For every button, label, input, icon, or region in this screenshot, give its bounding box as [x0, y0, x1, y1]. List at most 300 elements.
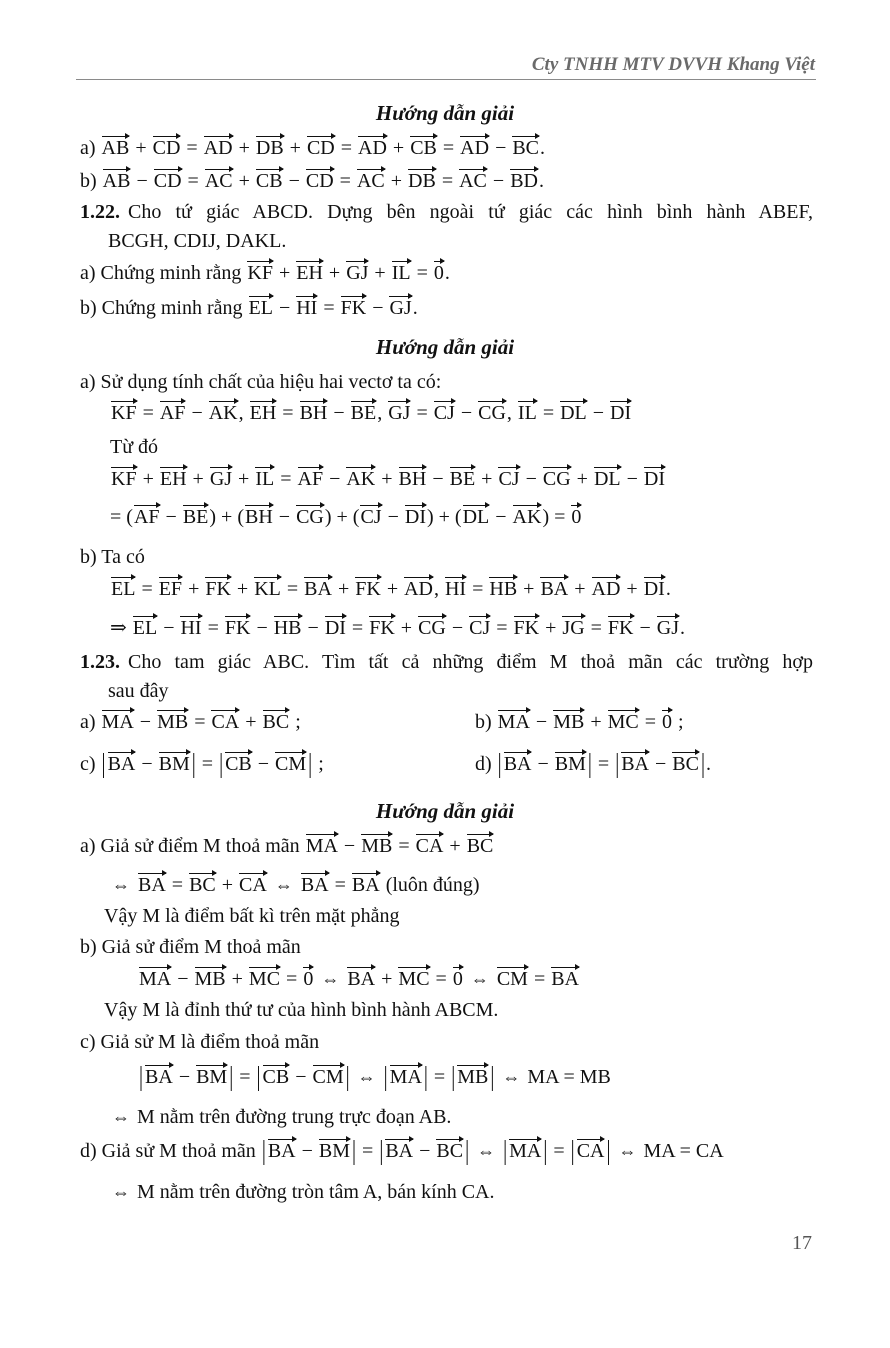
vector-MA: MA — [509, 1140, 542, 1162]
math-text: ) + ( — [324, 506, 360, 528]
vector-AF: AF — [159, 402, 186, 424]
math-text: + — [387, 137, 410, 159]
math-text — [470, 1140, 475, 1162]
math-text: = — [346, 617, 369, 639]
vector-MB: MB — [361, 835, 393, 857]
vector-CJ: CJ — [433, 402, 455, 424]
abs-bar: | — [543, 1136, 548, 1166]
vector-CJ: CJ — [469, 617, 491, 639]
solution-line — [80, 1138, 724, 1164]
vector-IL: IL — [391, 262, 411, 284]
math-text: b) — [475, 711, 497, 733]
math-text: = — [166, 874, 189, 896]
vector-DI: DI — [610, 402, 632, 424]
math-text: − — [173, 1066, 196, 1088]
solution-heading: Hướng dẫn giải — [375, 799, 515, 823]
abs-bar: | — [570, 1136, 575, 1166]
vector-AC: AC — [204, 170, 233, 192]
equivalence-symbol: ⇔ — [357, 1067, 376, 1087]
vector-CM: CM — [496, 968, 528, 990]
math-text: . — [680, 617, 686, 639]
vector-AF: AF — [133, 506, 160, 528]
math-text: (luôn đúng) — [380, 874, 480, 896]
vector-AF: AF — [297, 468, 324, 490]
math-text: + — [183, 578, 205, 600]
exercise-text: Cho tứ giác ABCD. Dựng bên ngoài tứ giác các hình bình hành ABEF, — [128, 201, 813, 223]
vector-BM: BM — [158, 753, 190, 775]
vector-BA: BA — [347, 968, 376, 990]
vector-BA: BA — [621, 753, 649, 775]
math-text: = — [585, 617, 607, 639]
math-text: + — [187, 468, 209, 490]
vector-0: 0 — [662, 711, 672, 733]
vector-HB: HB — [273, 617, 302, 639]
vector-FK: FK — [340, 297, 367, 319]
vector-AC: AC — [459, 170, 487, 192]
vector-FK: FK — [224, 617, 251, 639]
math-text: . — [665, 578, 671, 600]
math-text: + — [569, 578, 591, 600]
vector-BA: BA — [138, 874, 166, 896]
equivalence-symbol: ⇔ — [112, 1182, 130, 1202]
math-text: a) Giả sử điểm M thoả mãn — [80, 835, 305, 857]
abs-bar: | — [379, 1136, 384, 1166]
vector-BA: BA — [540, 578, 569, 600]
abs-bar: | — [700, 749, 705, 779]
math-text — [132, 874, 137, 896]
math-text: = — [437, 137, 460, 159]
math-text: + — [476, 468, 498, 490]
math-text: a) — [80, 711, 101, 733]
math-text: = — [196, 753, 219, 775]
math-text: + — [240, 711, 262, 733]
vector-MC: MC — [607, 711, 639, 733]
math-text: ) + ( — [426, 506, 462, 528]
vector-EF: EF — [158, 578, 183, 600]
math-text: = — [357, 1140, 379, 1162]
abs-bar: | — [587, 749, 592, 779]
math-text: = — [491, 617, 513, 639]
math-text: + — [381, 578, 404, 600]
math-text: + — [540, 617, 562, 639]
math-text — [295, 874, 300, 896]
vector-AB: AB — [101, 137, 130, 159]
abs-bar: | — [101, 749, 106, 779]
vector-KL: KL — [254, 578, 281, 600]
vector-FK: FK — [513, 617, 540, 639]
exercise-part-d — [475, 751, 711, 777]
math-text: + — [130, 137, 152, 159]
math-text: + — [332, 578, 355, 600]
math-text: − — [621, 468, 643, 490]
math-text: = — [436, 170, 459, 192]
math-text: . — [538, 170, 544, 192]
solution-line — [110, 872, 480, 898]
math-text: = — [189, 711, 211, 733]
math-text: − — [283, 170, 305, 192]
vector-DI: DI — [643, 468, 665, 490]
math-text: + — [444, 835, 466, 857]
math-text: − — [296, 1140, 318, 1162]
math-text: = — [275, 468, 297, 490]
equivalence-symbol: ⇔ — [321, 969, 340, 989]
abs-bar: | — [256, 1062, 261, 1092]
vector-HI: HI — [296, 297, 318, 319]
vector-DL: DL — [560, 402, 587, 424]
math-text: + — [621, 578, 643, 600]
vector-DL: DL — [593, 468, 621, 490]
exercise-part-b — [80, 295, 418, 321]
math-text: ; — [313, 753, 324, 775]
math-text: − — [446, 617, 469, 639]
math-text: = — [467, 578, 489, 600]
math-text: Vậy M là đỉnh thứ tư của hình bình hành ABCM. — [104, 999, 499, 1021]
vector-AD: AD — [203, 137, 233, 159]
math-text: − — [290, 1066, 312, 1088]
exercise-number: 1.23. — [80, 651, 120, 673]
math-text: ; — [673, 711, 684, 733]
math-text: = — [639, 711, 661, 733]
exercise-1-22 — [80, 199, 813, 225]
publisher-header: Cty TNHH MTV DVVH Khang Việt — [531, 54, 815, 75]
math-text: M nằm trên đường tròn tâm A, bán kính CA. — [132, 1181, 495, 1203]
math-text: − — [251, 617, 273, 639]
math-text: + — [226, 968, 248, 990]
math-text: + — [233, 468, 255, 490]
exercise-number: 1.22. — [80, 201, 120, 223]
vector-DB: DB — [255, 137, 284, 159]
math-text: + — [395, 617, 418, 639]
vector-CG: CG — [418, 617, 446, 639]
math-text: + — [273, 262, 296, 284]
math-text: − — [532, 753, 554, 775]
vector-DB: DB — [408, 170, 436, 192]
vector-AD: AD — [404, 578, 433, 600]
vector-CA: CA — [576, 1140, 605, 1162]
vector-MA: MA — [139, 968, 172, 990]
math-text: = — [234, 1066, 256, 1088]
equivalence-symbol: ⇔ — [112, 1107, 130, 1127]
abs-bar: | — [352, 1136, 357, 1166]
solution-line — [110, 400, 632, 426]
math-text: + — [571, 468, 593, 490]
math-text: Vậy M là điểm bất kì trên mặt phẳng — [104, 905, 400, 927]
vector-MB: MB — [157, 711, 189, 733]
vector-BM: BM — [318, 1140, 351, 1162]
math-text: = — [430, 968, 452, 990]
solution-heading: Hướng dẫn giải — [375, 335, 515, 359]
math-text: = — [528, 968, 551, 990]
math-text: − — [160, 506, 182, 528]
vector-KF: KF — [111, 402, 137, 424]
math-text: − — [520, 468, 542, 490]
math-text: = — [411, 402, 433, 424]
vector-CG: CG — [478, 402, 506, 424]
math-text: MA = MB — [522, 1066, 611, 1088]
abs-bar: | — [497, 749, 502, 779]
math-text: Từ đó — [110, 436, 159, 458]
math-text: − — [487, 170, 510, 192]
vector-MA: MA — [101, 711, 134, 733]
math-text: = — [428, 1066, 451, 1088]
vector-HI: HI — [444, 578, 467, 600]
math-text: − — [273, 297, 296, 319]
vector-AK: AK — [208, 402, 238, 424]
vector-EL: EL — [111, 578, 136, 600]
vector-BA: BA — [385, 1140, 414, 1162]
vector-AB: AB — [102, 170, 131, 192]
math-text: + — [385, 170, 408, 192]
math-text: − — [158, 617, 180, 639]
exercise-text-cont: sau đây — [108, 680, 169, 702]
abs-bar: | — [191, 749, 196, 779]
vector-CB: CB — [410, 137, 437, 159]
math-text: − — [186, 402, 208, 424]
math-text: = — [329, 874, 351, 896]
abs-bar: | — [308, 749, 313, 779]
math-text: = — [411, 262, 433, 284]
math-text: = — [181, 137, 203, 159]
vector-BE: BE — [182, 506, 209, 528]
vector-MC: MC — [398, 968, 430, 990]
solution-line — [80, 369, 441, 395]
math-text: + — [518, 578, 540, 600]
vector-BE: BE — [350, 402, 377, 424]
math-text: + — [376, 968, 398, 990]
math-text: b) Giả sử điểm M thoả mãn — [80, 936, 301, 958]
math-text — [491, 968, 496, 990]
vector-JG: JG — [562, 617, 585, 639]
solution-line — [80, 544, 145, 570]
vector-MB: MB — [457, 1066, 489, 1088]
solution-line-a — [80, 135, 545, 161]
math-text: = — [393, 835, 415, 857]
vector-AD: AD — [591, 578, 621, 600]
math-text — [268, 874, 273, 896]
math-text — [495, 1066, 500, 1088]
vector-GJ: GJ — [346, 262, 369, 284]
vector-MA: MA — [497, 711, 530, 733]
vector-BH: BH — [398, 468, 427, 490]
solution-line — [110, 504, 582, 530]
vector-CA: CA — [239, 874, 267, 896]
math-text: + — [231, 578, 254, 600]
vector-BC: BC — [512, 137, 540, 159]
vector-GJ: GJ — [209, 468, 233, 490]
abs-bar: | — [345, 1062, 350, 1092]
vector-AK: AK — [512, 506, 542, 528]
math-text: − — [367, 297, 389, 319]
vector-CB: CB — [255, 170, 283, 192]
math-text: = — [537, 402, 560, 424]
solution-line — [138, 1064, 611, 1090]
math-text: = — [182, 170, 204, 192]
vector-KF: KF — [247, 262, 273, 284]
solution-line — [110, 576, 671, 602]
abs-bar: | — [229, 1062, 234, 1092]
equivalence-symbol: ⇔ — [477, 1141, 496, 1161]
math-text — [341, 968, 346, 990]
vector-BH: BH — [299, 402, 328, 424]
vector-IL: IL — [255, 468, 275, 490]
vector-BA: BA — [503, 753, 532, 775]
exercise-part-a — [80, 260, 450, 286]
math-text: = — [548, 1140, 570, 1162]
header-divider — [76, 79, 816, 80]
math-text: − — [427, 468, 449, 490]
math-text: − — [490, 137, 512, 159]
abs-bar: | — [261, 1136, 266, 1166]
solution-line — [104, 997, 498, 1023]
vector-BA: BA — [267, 1140, 296, 1162]
vector-DI: DI — [404, 506, 426, 528]
solution-line — [110, 434, 158, 460]
math-text: , — [377, 402, 388, 424]
abs-bar: | — [423, 1062, 428, 1092]
math-text: ) + ( — [209, 506, 244, 528]
math-text: b) — [80, 170, 102, 192]
math-text: − — [382, 506, 404, 528]
vector-0: 0 — [433, 262, 444, 284]
math-text: − — [273, 506, 296, 528]
math-text: + — [585, 711, 607, 733]
vector-AD: AD — [358, 137, 387, 159]
math-text: + — [323, 262, 346, 284]
equivalence-symbol: ⇔ — [112, 875, 130, 895]
vector-BA: BA — [304, 578, 332, 600]
vector-BA: BA — [551, 968, 580, 990]
exercise-part-c — [80, 751, 324, 777]
abs-bar: | — [465, 1136, 470, 1166]
vector-BC: BC — [672, 753, 699, 775]
equivalence-symbol: ⇔ — [470, 969, 489, 989]
vector-GJ: GJ — [388, 402, 411, 424]
solution-line-b — [80, 168, 544, 194]
math-text: + — [137, 468, 159, 490]
vector-EH: EH — [249, 402, 277, 424]
exercise-part-a — [80, 709, 301, 735]
vector-GJ: GJ — [389, 297, 412, 319]
vector-0: 0 — [571, 506, 582, 528]
math-text: b) Ta có — [80, 546, 145, 568]
vector-EH: EH — [296, 262, 323, 284]
page-number: 17 — [792, 1232, 812, 1254]
solution-line — [110, 1104, 451, 1130]
math-text: = — [281, 578, 304, 600]
math-text: . — [444, 262, 450, 284]
exercise-part-b — [475, 709, 684, 735]
vector-CM: CM — [312, 1066, 344, 1088]
math-text: − — [455, 402, 478, 424]
math-text: ⇒ — [110, 617, 132, 639]
vector-MA: MA — [305, 835, 338, 857]
vector-KF: KF — [111, 468, 137, 490]
math-text: + — [284, 137, 306, 159]
abs-bar: | — [490, 1062, 495, 1092]
math-text — [314, 968, 319, 990]
math-text: = — [281, 968, 303, 990]
math-text: c) — [80, 753, 101, 775]
vector-CD: CD — [306, 137, 335, 159]
math-text: + — [376, 468, 398, 490]
abs-bar: | — [219, 749, 224, 779]
math-text: c) Giả sử M là điểm thoả mãn — [80, 1031, 320, 1053]
math-text: . — [412, 297, 418, 319]
abs-bar: | — [139, 1062, 144, 1092]
vector-BC: BC — [262, 711, 290, 733]
math-text: − — [414, 1140, 436, 1162]
vector-FK: FK — [205, 578, 231, 600]
math-text: d) Giả sử M thoả mãn — [80, 1140, 261, 1162]
solution-line — [80, 934, 301, 960]
vector-0: 0 — [452, 968, 463, 990]
math-text: ; — [290, 711, 301, 733]
vector-DL: DL — [462, 506, 490, 528]
vector-GJ: GJ — [656, 617, 680, 639]
math-text: = ( — [110, 506, 133, 528]
math-text: + — [233, 137, 255, 159]
math-text: − — [134, 711, 157, 733]
solution-line — [110, 615, 685, 641]
math-text: − — [136, 753, 158, 775]
vector-BD: BD — [510, 170, 538, 192]
math-text: a) Sử dụng tính chất của hiệu hai vectơ ta có: — [80, 371, 442, 393]
vector-AD: AD — [460, 137, 490, 159]
exercise-1-23 — [80, 649, 813, 675]
vector-HB: HB — [489, 578, 518, 600]
math-text: . — [705, 753, 711, 775]
math-text — [351, 1066, 356, 1088]
vector-CD: CD — [305, 170, 334, 192]
math-text: = — [592, 753, 615, 775]
math-text: + — [216, 874, 239, 896]
vector-BE: BE — [449, 468, 476, 490]
vector-BA: BA — [351, 874, 380, 896]
vector-DI: DI — [643, 578, 665, 600]
vector-EL: EL — [248, 297, 273, 319]
math-text: + — [369, 262, 391, 284]
solution-heading: Hướng dẫn giải — [375, 101, 515, 125]
math-text: = — [277, 402, 299, 424]
vector-MB: MB — [553, 711, 585, 733]
math-text: − — [530, 711, 553, 733]
math-text: MA = CA — [638, 1140, 724, 1162]
math-text: + — [233, 170, 255, 192]
vector-MC: MC — [248, 968, 281, 990]
math-text: , — [238, 402, 249, 424]
vector-BC: BC — [189, 874, 216, 896]
vector-CJ: CJ — [360, 506, 382, 528]
vector-AK: AK — [346, 468, 376, 490]
math-text — [497, 1140, 502, 1162]
vector-FK: FK — [355, 578, 381, 600]
vector-BC: BC — [466, 835, 494, 857]
math-text: M nằm trên đường trung trực đoạn AB. — [132, 1106, 452, 1128]
abs-bar: | — [615, 749, 620, 779]
abs-bar: | — [503, 1136, 508, 1166]
solution-line — [104, 903, 399, 929]
solution-line — [110, 466, 666, 492]
math-text: = — [202, 617, 224, 639]
vector-CG: CG — [296, 506, 324, 528]
vector-BM: BM — [554, 753, 586, 775]
vector-CM: CM — [275, 753, 307, 775]
math-text: ) = — [542, 506, 571, 528]
vector-AC: AC — [356, 170, 385, 192]
math-text: − — [490, 506, 512, 528]
math-text: d) — [475, 753, 497, 775]
exercise-text-cont: BCGH, CDIJ, DAKL. — [108, 230, 287, 252]
